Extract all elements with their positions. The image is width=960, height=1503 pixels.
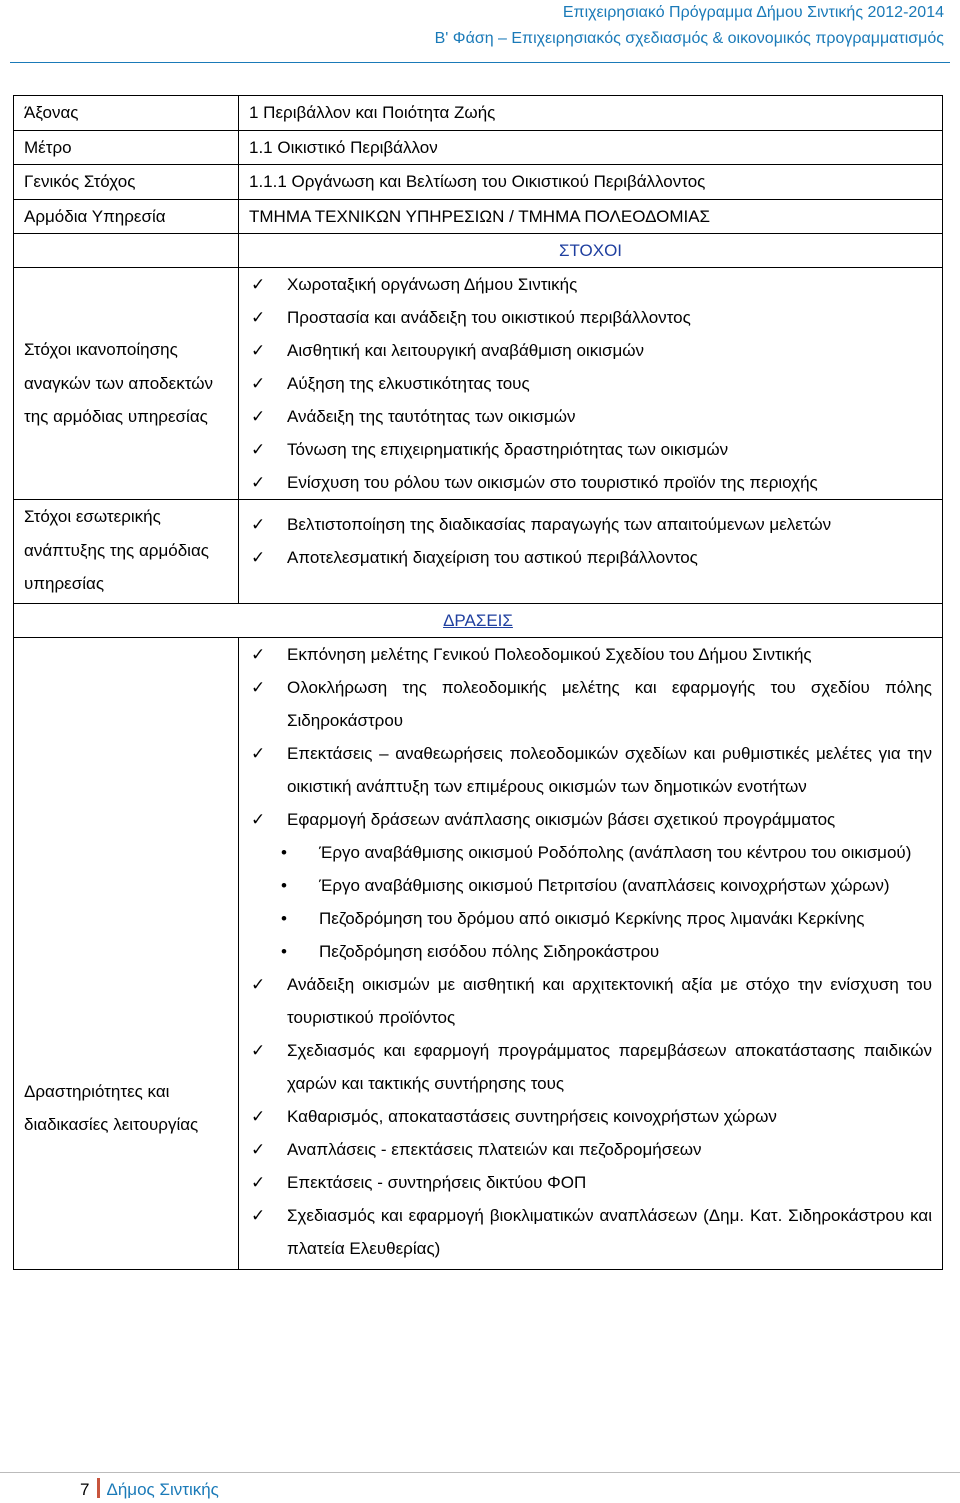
bullet-icon: • [281, 908, 287, 928]
checkmark-icon: ✓ [251, 440, 266, 459]
checkmark-icon: ✓ [251, 743, 266, 763]
checkmark-icon: ✓ [251, 677, 266, 697]
checkmark-icon: ✓ [251, 644, 266, 664]
checkmark-icon: ✓ [251, 473, 266, 492]
action-item-text: Επεκτάσεις - συντηρήσεις δικτύου ΦΟΠ [287, 1172, 587, 1192]
service-label: Αρμόδια Υπηρεσία [14, 199, 239, 234]
draseis-label: Δραστηριότητες και διαδικασίες λειτουργίας [14, 637, 239, 1269]
action-subitem [281, 935, 932, 968]
draseis-list-a [249, 638, 932, 836]
draseis-cell [239, 637, 943, 1269]
needs-item [249, 433, 932, 466]
action-subitem [281, 869, 932, 902]
action-item [249, 968, 932, 1034]
checkmark-icon: ✓ [251, 1205, 266, 1225]
checkmark-icon: ✓ [251, 1139, 266, 1159]
action-item-text: Ολοκλήρωση της πολεοδομικής μελέτης και εφαρμογής του σχεδίου πόλης Σιδηροκάστρου [287, 677, 932, 730]
stoxoi-title: ΣΤΟΧΟΙ [239, 234, 943, 268]
checkmark-icon: ✓ [251, 374, 266, 393]
action-item [249, 737, 932, 803]
footer-bar [97, 1478, 100, 1498]
draseis-title: ΔΡΑΣΕΙΣ [14, 603, 943, 637]
action-item [249, 1100, 932, 1133]
internal-label: Στόχοι εσωτερικής ανάπτυξης της αρμόδιας υπηρεσίας [14, 500, 239, 604]
goal-row [14, 165, 943, 200]
action-plan-table [13, 95, 943, 1270]
service-value: ΤΜΗΜΑ ΤΕΧΝΙΚΩΝ ΥΠΗΡΕΣΙΩΝ / ΤΜΗΜΑ ΠΟΛΕΟΔΟΜΙΑΣ [239, 199, 943, 234]
checkmark-icon: ✓ [251, 341, 266, 360]
footer-divider [0, 1472, 960, 1473]
checkmark-icon: ✓ [251, 1106, 266, 1126]
checkmark-icon: ✓ [251, 974, 266, 994]
checkmark-icon: ✓ [251, 548, 266, 568]
measure-label: Μέτρο [14, 130, 239, 165]
checkmark-icon: ✓ [251, 1040, 266, 1060]
internal-item [249, 508, 932, 541]
needs-item-text: Προστασία και ανάδειξη του οικιστικού περιβάλλοντος [287, 308, 691, 327]
needs-item-text: Αύξηση της ελκυστικότητας τους [287, 374, 530, 393]
header-subtitle: Β' Φάση – Επιχειρησιακός σχεδιασμός & οικονομικός προγραμματισμός [434, 30, 944, 47]
needs-cell [239, 268, 943, 500]
axis-row [14, 96, 943, 131]
action-item-text: Καθαρισμός, αποκαταστάσεις συντηρήσεις κοινοχρήστων χώρων [287, 1106, 777, 1126]
draseis-list-b [249, 968, 932, 1265]
bullet-icon: • [281, 842, 287, 862]
goal-value: 1.1.1 Οργάνωση και Βελτίωση του Οικιστικού Περιβάλλοντος [239, 165, 943, 200]
action-subitem-text: Έργο αναβάθμισης οικισμού Πετριτσίου (αναπλάσεις κοινοχρήστων χώρων) [319, 875, 890, 895]
draseis-header-row [14, 603, 943, 637]
action-item [249, 638, 932, 671]
header-title: Επιχειρησιακό Πρόγραμμα Δήμου Σιντικής 2012-2014 [562, 4, 944, 21]
action-item-text: Εκπόνηση μελέτης Γενικού Πολεοδομικού Σχεδίου του Δήμου Σιντικής [287, 644, 812, 664]
needs-item-text: Ανάδειξη της ταυτότητας των οικισμών [287, 407, 576, 426]
internal-list [249, 508, 932, 574]
action-item [249, 1133, 932, 1166]
bullet-icon: • [281, 875, 287, 895]
stoxoi-header-row [14, 234, 943, 268]
needs-item [249, 301, 932, 334]
action-item-text: Σχεδιασμός και εφαρμογή προγράμματος παρεμβάσεων αποκατάστασης παιδικών χαρών και τακτικής συντήρησης τους [287, 1040, 932, 1093]
checkmark-icon: ✓ [251, 308, 266, 327]
needs-item [249, 466, 932, 499]
action-item [249, 671, 932, 737]
needs-item [249, 400, 932, 433]
action-subitem [281, 836, 932, 869]
action-item-text: Επεκτάσεις – αναθεωρήσεις πολεοδομικών σχεδίων και ρυθμιστικές μελέτες για την οικιστική ανάπτυξη των επιμέρους οικισμών των δημοτικών ενοτήτων [287, 743, 932, 796]
action-item [249, 1034, 932, 1100]
checkmark-icon: ✓ [251, 1172, 266, 1192]
needs-item-text: Ενίσχυση του ρόλου των οικισμών στο τουριστικό προϊόν της περιοχής [287, 473, 818, 492]
needs-item-text: Τόνωση της επιχειρηματικής δραστηριότητας των οικισμών [287, 440, 729, 459]
action-item [249, 1166, 932, 1199]
draseis-sublist [249, 836, 932, 968]
bullet-icon: • [281, 941, 287, 961]
draseis-row [14, 637, 943, 1269]
footer-org: Δήμος Σιντικής [106, 1480, 219, 1499]
action-item-text: Ανάδειξη οικισμών με αισθητική και αρχιτεκτονική αξία με στόχο την ενίσχυση του τουριστικού προϊόντος [287, 974, 932, 1027]
internal-row [14, 500, 943, 604]
needs-item [249, 367, 932, 400]
action-item [249, 803, 932, 836]
checkmark-icon: ✓ [251, 809, 266, 829]
action-item-text: Σχεδιασμός και εφαρμογή βιοκλιματικών αναπλάσεων (Δημ. Κατ. Σιδηροκάστρου και πλατεία Ελευθερίας) [287, 1205, 932, 1258]
needs-row [14, 268, 943, 500]
action-subitem-text: Πεζοδρόμηση εισόδου πόλης Σιδηροκάστρου [319, 941, 660, 961]
needs-item-text: Χωροταξική οργάνωση Δήμου Σιντικής [287, 275, 578, 294]
action-item-text: Εφαρμογή δράσεων ανάπλασης οικισμών βάσει σχετικού προγράμματος [287, 809, 836, 829]
action-subitem [281, 902, 932, 935]
internal-item-text: Βελτιστοποίηση της διαδικασίας παραγωγής των απαιτούμενων μελετών [287, 515, 832, 535]
checkmark-icon: ✓ [251, 515, 266, 535]
needs-item [249, 268, 932, 301]
measure-row [14, 130, 943, 165]
stoxoi-header-spacer [14, 234, 239, 268]
needs-item-text: Αισθητική και λειτουργική αναβάθμιση οικισμών [287, 341, 645, 360]
page-footer [80, 1478, 219, 1500]
needs-label: Στόχοι ικανοποίησης αναγκών των αποδεκτών της αρμόδιας υπηρεσίας [14, 268, 239, 500]
internal-cell [239, 500, 943, 604]
service-row [14, 199, 943, 234]
axis-label: Άξονας [14, 96, 239, 131]
header-divider [10, 62, 950, 63]
needs-list [249, 268, 932, 499]
checkmark-icon: ✓ [251, 275, 266, 294]
goal-label: Γενικός Στόχος [14, 165, 239, 200]
needs-item [249, 334, 932, 367]
checkmark-icon: ✓ [251, 407, 266, 426]
action-subitem-text: Πεζοδρόμηση του δρόμου από οικισμό Κερκίνης προς λιμανάκι Κερκίνης [319, 908, 865, 928]
action-item-text: Αναπλάσεις - επεκτάσεις πλατειών και πεζοδρομήσεων [287, 1139, 702, 1159]
internal-item [249, 541, 932, 574]
action-item [249, 1199, 932, 1265]
action-subitem-text: Έργο αναβάθμισης οικισμού Ροδόπολης (ανάπλαση του κέντρου του οικισμού) [319, 842, 912, 862]
measure-value: 1.1 Οικιστικό Περιβάλλον [239, 130, 943, 165]
internal-item-text: Αποτελεσματική διαχείριση του αστικού περιβάλλοντος [287, 548, 698, 568]
page-number: 7 [80, 1480, 90, 1499]
axis-value: 1 Περιβάλλον και Ποιότητα Ζωής [239, 96, 943, 131]
